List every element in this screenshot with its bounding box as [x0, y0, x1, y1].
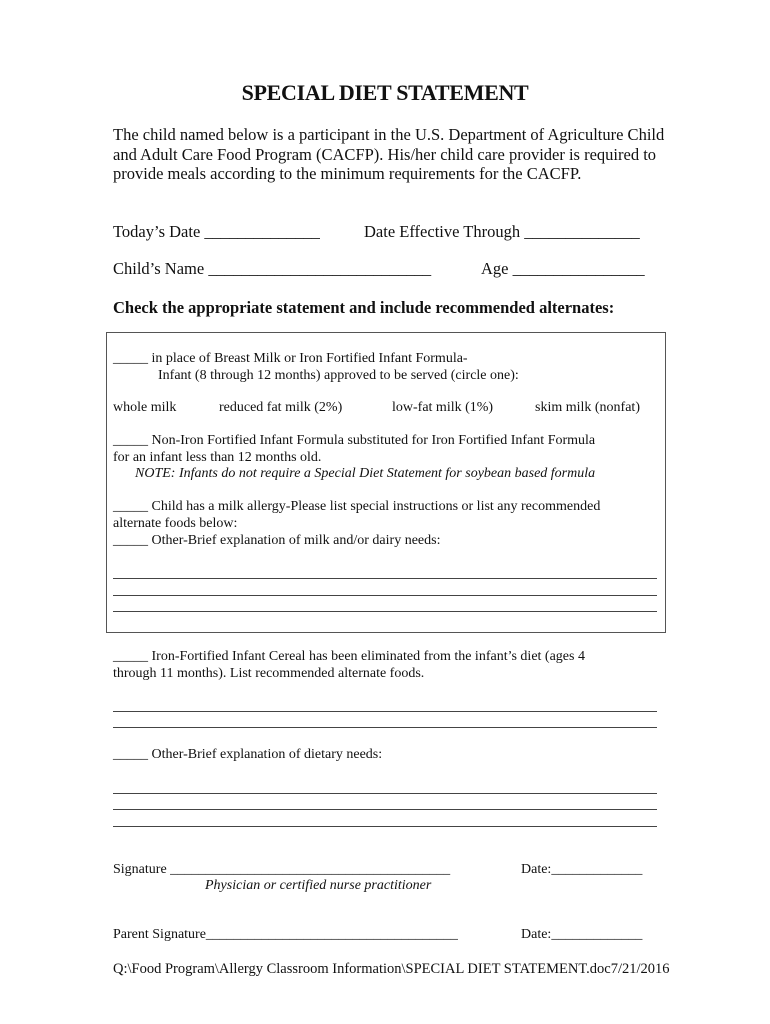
physician-signature-caption: Physician or certified nurse practitioner	[205, 878, 432, 893]
milk-notes-line[interactable]	[113, 611, 657, 612]
milk-allergy-detail: alternate foods below:	[113, 516, 238, 531]
todays-date-field[interactable]: Today’s Date ______________	[113, 222, 320, 241]
non-iron-formula-option[interactable]: _____ Non-Iron Fortified Infant Formula substituted for Iron Fortified Infant Formula	[113, 433, 596, 448]
milk-allergy-option[interactable]: _____ Child has a milk allergy-Please list special instructions or list any recommended	[113, 499, 601, 514]
other-milk-needs-option[interactable]: _____ Other-Brief explanation of milk and/or dairy needs:	[113, 533, 441, 548]
other-dietary-option[interactable]: _____ Other-Brief explanation of dietary needs:	[113, 747, 383, 762]
non-iron-formula-detail: for an infant less than 12 months old.	[113, 450, 322, 465]
dietary-notes-line[interactable]	[113, 826, 657, 827]
age-field[interactable]: Age ________________	[481, 259, 645, 278]
section-heading: Check the appropriate statement and include recommended alternates:	[113, 298, 615, 317]
cereal-option[interactable]: _____ Iron-Fortified Infant Cereal has been eliminated from the infant’s diet (ages 4	[113, 649, 585, 664]
file-path-footer: Q:\Food Program\Allergy Classroom Information\SPECIAL DIET STATEMENT.doc7/21/2016	[113, 961, 670, 977]
milk-option-reduced[interactable]: reduced fat milk (2%)	[219, 400, 343, 415]
physician-signature-field[interactable]: Signature ________________________________________	[113, 862, 451, 877]
milk-option-lowfat[interactable]: low-fat milk (1%)	[392, 400, 494, 415]
physician-date-field[interactable]: Date:_____________	[521, 862, 643, 877]
date-effective-field[interactable]: Date Effective Through ______________	[364, 222, 640, 241]
breast-milk-substitute-option[interactable]: _____ in place of Breast Milk or Iron Fortified Infant Formula-	[113, 351, 468, 366]
cereal-notes-line[interactable]	[113, 727, 657, 728]
milk-notes-line[interactable]	[113, 578, 657, 579]
milk-option-skim[interactable]: skim milk (nonfat)	[535, 400, 640, 415]
cereal-notes-line[interactable]	[113, 711, 657, 712]
soy-formula-note: NOTE: Infants do not require a Special Diet Statement for soybean based formula	[135, 466, 596, 481]
breast-milk-substitute-detail: Infant (8 through 12 months) approved to be served (circle one):	[158, 368, 519, 383]
parent-signature-field[interactable]: Parent Signature____________________________________	[113, 927, 458, 942]
intro-paragraph: The child named below is a participant in the U.S. Department of Agriculture Child and Adult Care Food Program (CACFP). His/her child care provider is required to provide meals according to the minimum requirements for the CACFP.	[113, 125, 665, 183]
milk-notes-line[interactable]	[113, 595, 657, 596]
dietary-notes-line[interactable]	[113, 809, 657, 810]
cereal-detail: through 11 months). List recommended alternate foods.	[113, 666, 425, 681]
childs-name-field[interactable]: Child’s Name ___________________________	[113, 259, 432, 278]
page-title: SPECIAL DIET STATEMENT	[241, 80, 529, 105]
parent-date-field[interactable]: Date:_____________	[521, 927, 643, 942]
dietary-notes-line[interactable]	[113, 793, 657, 794]
milk-option-whole[interactable]: whole milk	[113, 400, 177, 415]
